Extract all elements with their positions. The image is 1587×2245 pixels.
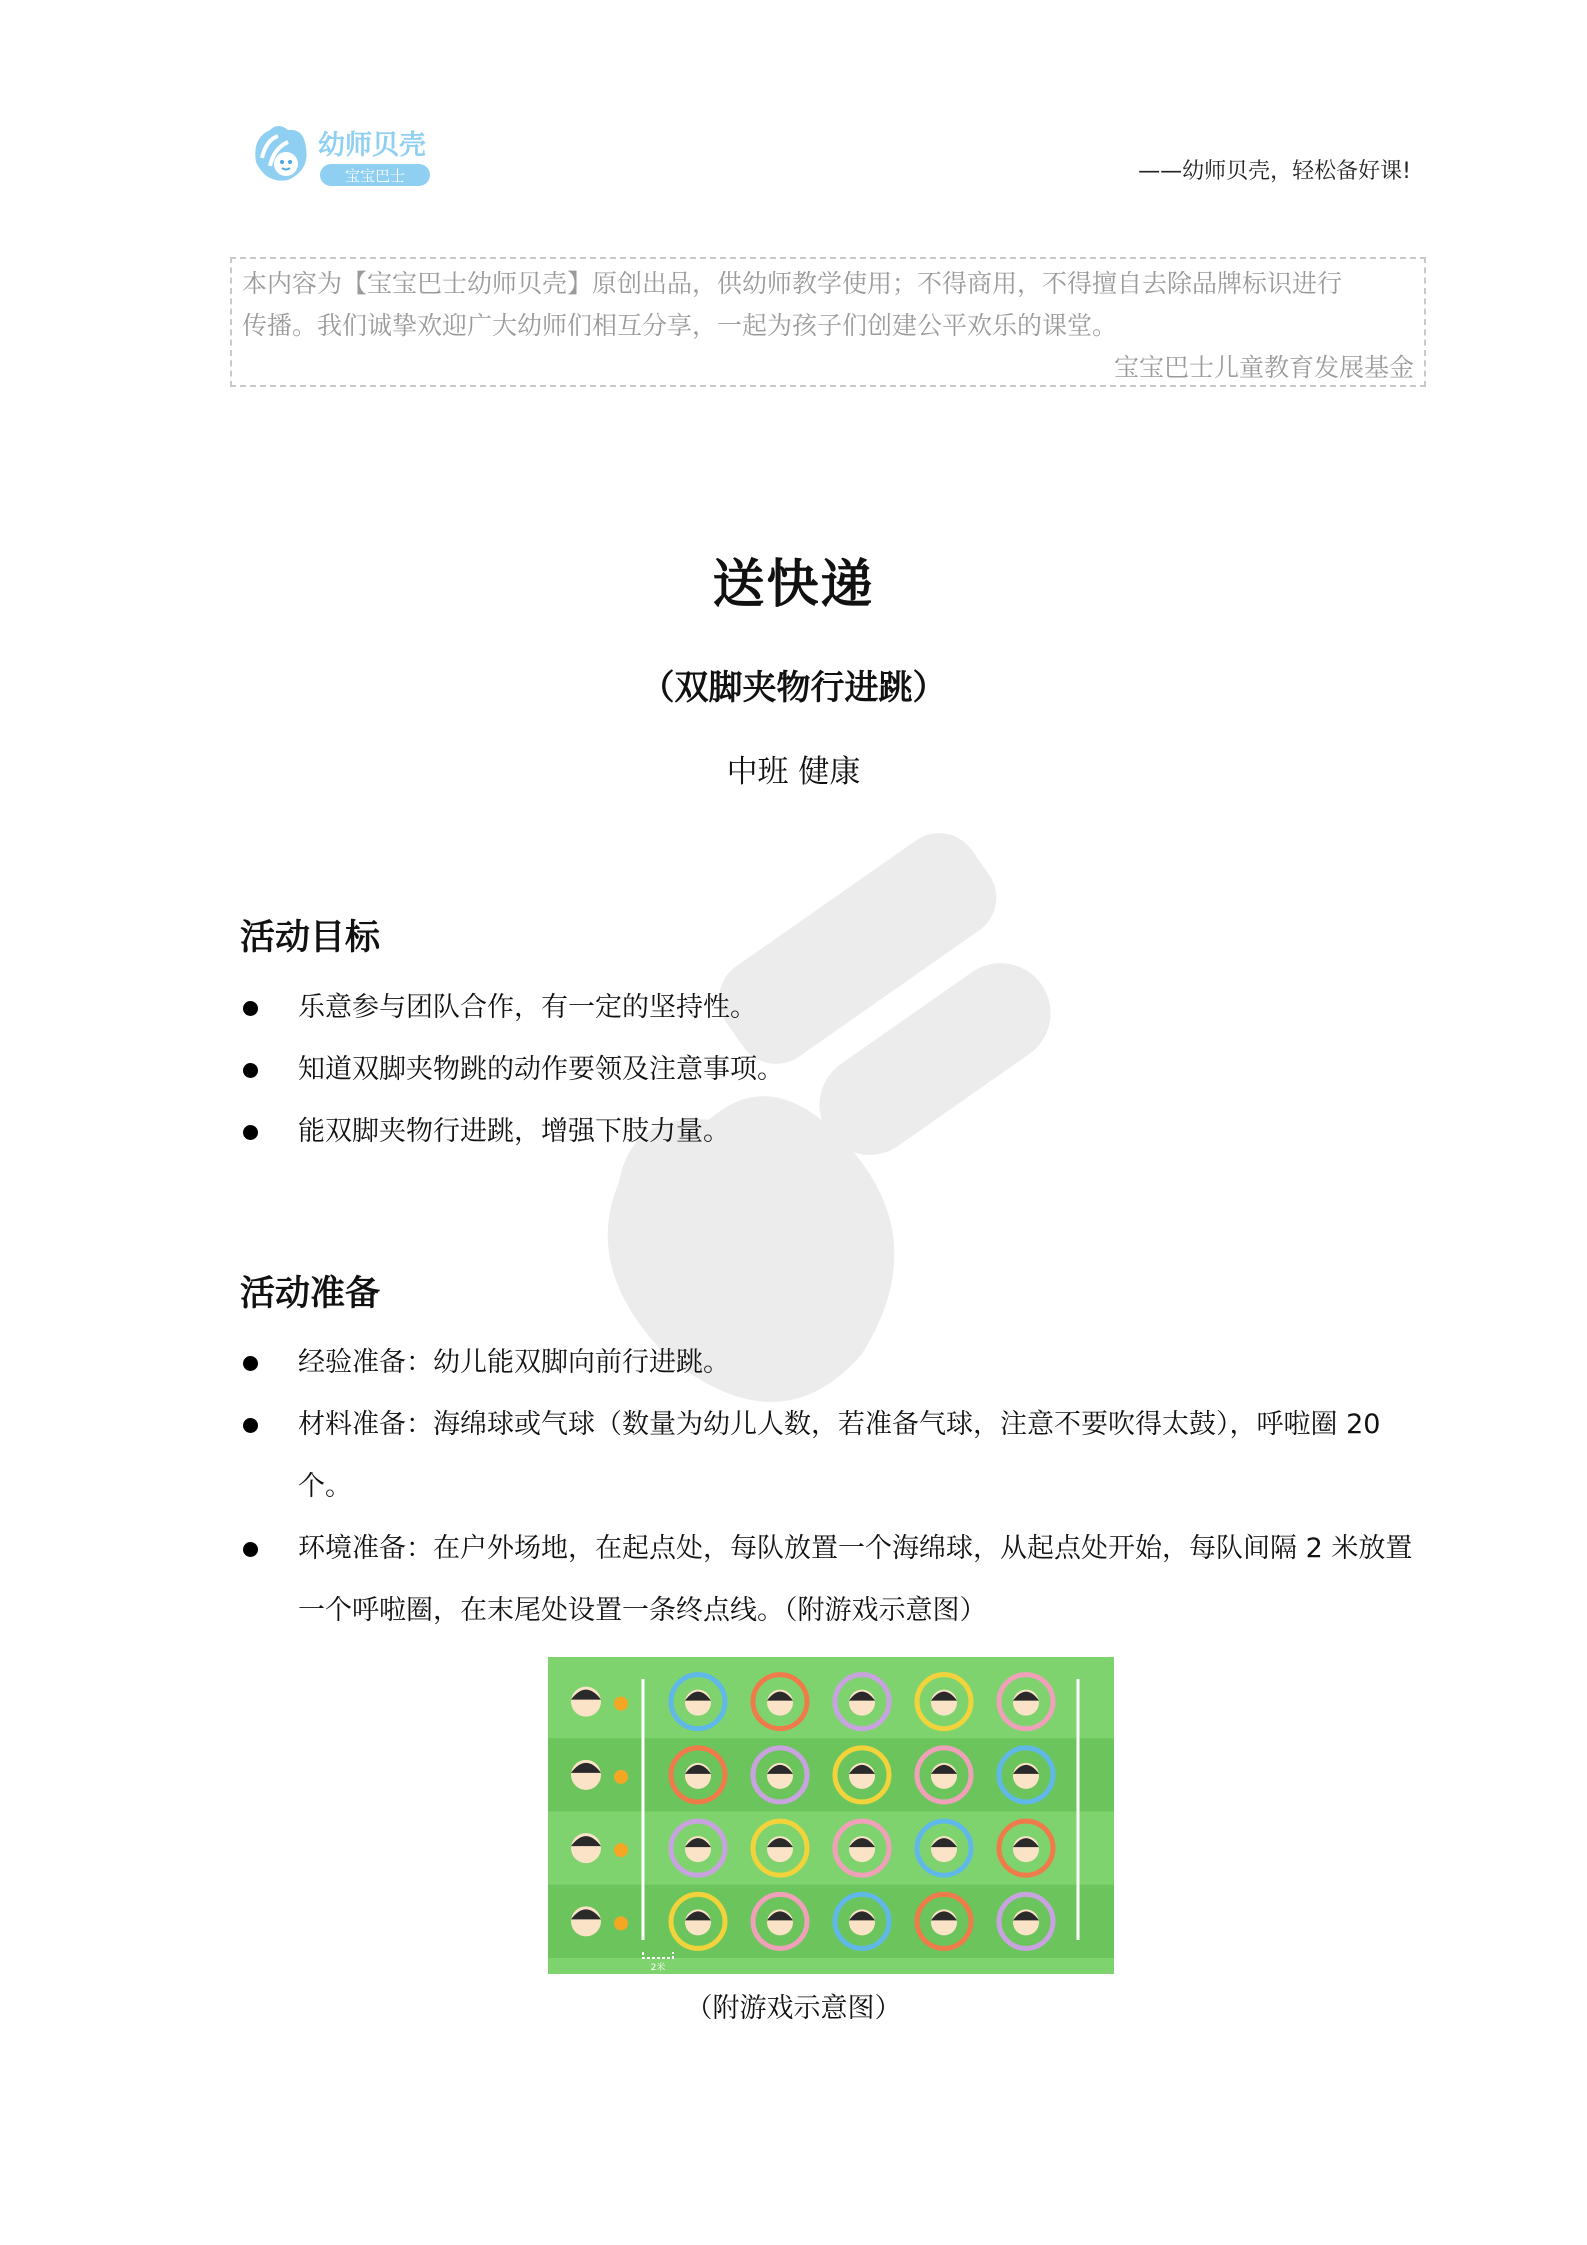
list-item [240,1039,1430,1101]
sponge-ball-icon [614,1697,628,1711]
copyright-notice [230,257,1426,387]
goals-heading: 活动目标 [240,918,381,958]
prep-list [240,1332,1430,1642]
goal-text: 能双脚夹物行进跳，增强下肢力量。 [298,1116,730,1147]
bullet-icon [243,1063,258,1078]
prep-text: 材料准备：海绵球或气球（数量为幼儿人数，若准备气球，注意不要吹得太鼓），呼啦圈 20 个。 [298,1409,1381,1502]
page-subtitle: （双脚夹物行进跳） [640,668,947,708]
prep-text: 经验准备：幼儿能双脚向前行进跳。 [298,1347,730,1378]
list-item [240,1518,1430,1642]
goal-text: 知道双脚夹物跳的动作要领及注意事项。 [298,1054,784,1085]
list-item [240,1101,1430,1163]
class-subject: 中班 健康 [726,754,861,790]
bullet-icon [243,1356,258,1371]
header-slogan: ——幼师贝壳，轻松备好课! [1138,159,1411,184]
notice-signature: 宝宝巴士儿童教育发展基金 [1113,353,1414,382]
list-item [240,1332,1430,1394]
bullet-icon [243,1542,258,1557]
figure-caption: （附游戏示意图） [685,1993,902,2024]
sponge-ball-icon [614,1770,628,1784]
bullet-icon [243,1001,258,1016]
sponge-ball-icon [614,1916,628,1930]
goal-text: 乐意参与团队合作，有一定的坚持性。 [298,992,757,1023]
distance-label: 2米 [650,1963,666,1973]
page-title: 送快递 [712,555,875,615]
bullet-icon [243,1125,258,1140]
list-item [240,1394,1430,1518]
prep-text: 环境准备：在户外场地，在起点处，每队放置一个海绵球，从起点处开始，每队间隔 2 米放置一个呼啦圈，在末尾处设置一条终点线。（附游戏示意图） [298,1533,1413,1626]
list-item [240,977,1430,1039]
logo-text: 幼师贝壳 [318,130,426,161]
notice-line-2: 传播。我们诚挚欢迎广大幼师们相互分享，一起为孩子们创建公平欢乐的课堂。 [242,311,1118,340]
game-diagram [548,1657,1114,1974]
sponge-ball-icon [614,1843,628,1857]
logo-subtext: 宝宝巴士 [344,167,406,185]
notice-line-1: 本内容为【宝宝巴士幼师贝壳】原创出品，供幼师教学使用；不得商用，不得擅自去除品牌标识进行 [242,269,1343,298]
prep-heading: 活动准备 [240,1274,381,1314]
brand-logo [248,118,448,192]
shell-icon [255,126,306,181]
goals-list [240,977,1430,1163]
bullet-icon [243,1418,258,1433]
